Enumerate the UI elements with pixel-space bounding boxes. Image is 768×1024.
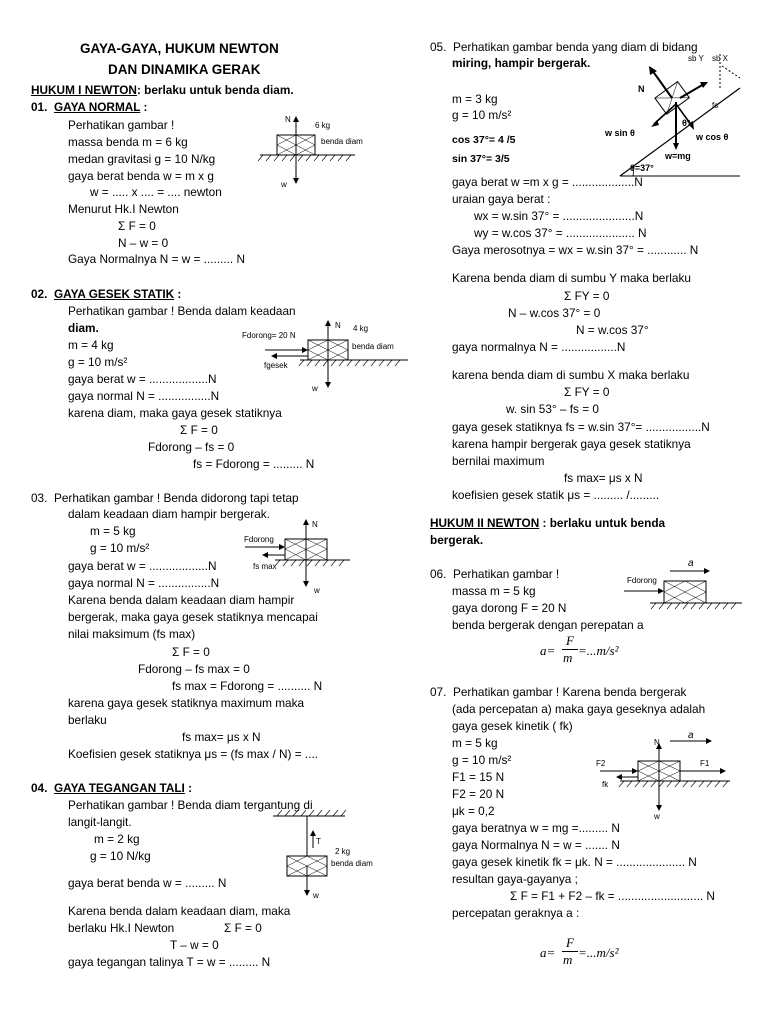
fig-label: a — [688, 558, 694, 569]
inclined-plane-diagram — [600, 48, 750, 180]
text-line: berlaku — [68, 713, 107, 727]
text-line: Perhatikan gambar ! Benda diam tergantung di — [68, 798, 313, 812]
text-line: wy = w.cos 37° = ..................... N — [474, 226, 647, 240]
text-line: langit-langit. — [68, 815, 132, 829]
equation-line: Fdorong – fs max = 0 — [138, 662, 250, 676]
fig-label: w sin θ — [605, 128, 635, 138]
text-line: gaya berat benda w = m x g — [68, 169, 214, 183]
text-line: wx = w.sin 37° = ......................N — [474, 209, 644, 223]
fig-label: F1 — [700, 759, 710, 768]
text-line: Karena benda dalam keadaan diam hampir — [68, 593, 295, 607]
static-friction-diagram — [240, 318, 420, 398]
equation-line: Σ F = F1 + F2 – fk = .......................... N — [510, 889, 715, 903]
equation-line: Σ FY = 0 — [564, 289, 610, 303]
text-line: m = 2 kg — [94, 832, 140, 846]
title-line-2: DAN DINAMIKA GERAK — [108, 62, 261, 77]
fig-label: N — [335, 321, 341, 330]
equation-line: fs max= μs x N — [564, 471, 643, 485]
text-line: gaya normalnya N = .................N — [452, 340, 626, 354]
fig-label: fgesek — [264, 361, 288, 370]
hukum-1-heading: HUKUM I NEWTON: berlaku untuk benda diam. — [31, 83, 294, 97]
fig-label: fs — [712, 101, 719, 110]
fig-label: 4 kg — [353, 324, 369, 333]
text-line: g = 10 m/s² — [452, 753, 512, 767]
text-line: Menurut Hk.I Newton — [68, 202, 179, 216]
fig-label: benda diam — [321, 137, 363, 146]
text-line: resultan gaya-gayanya ; — [452, 872, 578, 886]
text-line: gaya beratnya w = mg =......... N — [452, 821, 620, 835]
equation-line: Fdorong – fs = 0 — [148, 440, 235, 454]
text-line: gaya berat w = ..................N — [68, 372, 217, 386]
text-line: nilai maksimum (fs max) — [68, 627, 196, 641]
equation-line: N – w.cos 37° = 0 — [508, 306, 601, 320]
text-line: g = 10 m/s² — [452, 108, 512, 122]
text-line: gaya Normalnya N = w = ....... N — [452, 838, 620, 852]
text-line: dalam keadaan diam hampir bergerak. — [68, 507, 270, 521]
text-line: gaya normal N = ................N — [68, 389, 220, 403]
text-line: w = ..... x .... = .... newton — [90, 185, 222, 199]
text-line: bergerak, maka gaya gesek statiknya mencapai — [68, 610, 318, 624]
text-line: koefisien gesek statik μs = ......... /......... — [452, 488, 660, 502]
equation-line: Σ F = 0 — [172, 645, 210, 659]
text-line: (ada percepatan a) maka gaya geseknya adalah — [452, 702, 706, 716]
fig-label: fk — [602, 780, 609, 789]
equation-line: N = w.cos 37° — [576, 323, 649, 337]
text-line: gaya normal N = ................N — [68, 576, 220, 590]
text-line: massa benda m = 6 kg — [68, 135, 188, 149]
equation-line: N – w = 0 — [118, 236, 169, 250]
text-line: Karena benda diam di sumbu Y maka berlaku — [452, 271, 691, 285]
text-line: berlaku Hk.I Newton — [68, 921, 175, 935]
fig-label: N — [285, 115, 291, 124]
text-line: m = 5 kg — [90, 524, 136, 538]
equation-line: Σ FY = 0 — [564, 385, 610, 399]
fig-label: benda diam — [352, 342, 394, 351]
fig-label: w — [654, 812, 660, 821]
text-line: karena benda diam di sumbu X maka berlaku — [452, 368, 690, 382]
fig-label: benda diam — [331, 859, 373, 868]
fig-label: F2 — [596, 759, 606, 768]
text-line: gaya dorong F = 20 N — [452, 601, 567, 615]
text-line: miring, hampir bergerak. — [452, 56, 591, 70]
text-line: sin 37°= 3/5 — [452, 153, 510, 165]
fig-label: Fdorong= 20 N — [242, 331, 296, 340]
text-line: diam. — [68, 321, 99, 335]
section-07-heading: 07. Perhatikan gambar ! Karena benda bergerak — [430, 685, 687, 699]
text-line: Perhatikan gambar ! — [68, 118, 175, 132]
fig-label: w — [312, 384, 318, 393]
text-line: gaya berat w = ..................N — [68, 559, 217, 573]
text-line: gaya berat w =m x g = ...................N — [452, 175, 643, 189]
fig-label: 6 kg — [315, 121, 331, 130]
text-line: Gaya Normalnya N = w = ......... N — [68, 252, 246, 266]
equation-line: fs = Fdorong = ......... N — [193, 457, 315, 471]
text-line: karena gaya gesek statiknya maximum maka — [68, 696, 305, 710]
text-line: Perhatikan gambar ! Benda dalam keadaan — [68, 304, 296, 318]
text-line: Koefisien gesek statiknya μs = (fs max / N) = .... — [68, 747, 319, 761]
section-06-heading: 06. Perhatikan gambar ! — [430, 567, 560, 581]
fig-label: sb Y — [688, 54, 704, 63]
text-line: massa m = 5 kg — [452, 584, 536, 598]
text-line: m = 3 kg — [452, 92, 498, 106]
section-02-heading: 02. GAYA GESEK STATIK : — [31, 287, 182, 301]
text-line: percepatan geraknya a : — [452, 906, 580, 920]
text-line: gaya berat benda w = ......... N — [68, 876, 227, 890]
push-force-diagram — [620, 555, 750, 610]
text-line: g = 10 N/kg — [90, 849, 151, 863]
fig-label: N — [638, 84, 645, 94]
equation-line: Σ F = 0 — [180, 423, 218, 437]
normal-force-diagram — [255, 110, 385, 200]
fig-label: sb X — [712, 54, 729, 63]
text-line: g = 10 m/s² — [90, 541, 150, 555]
text-line: m = 5 kg — [452, 736, 498, 750]
text-line: Karena benda dalam keadaan diam, maka — [68, 904, 291, 918]
hukum-2-heading-cont: bergerak. — [430, 533, 484, 547]
fig-label: w — [314, 586, 320, 595]
text-line: uraian gaya berat : — [452, 192, 551, 206]
equation-line: fs max = Fdorong = .......... N — [172, 679, 323, 693]
fig-label: fs max — [253, 562, 277, 571]
text-line: F2 = 20 N — [452, 787, 505, 801]
fig-label: w=mg — [665, 151, 691, 161]
section-03-heading: 03. Perhatikan gambar ! Benda didorong tapi tetap — [31, 491, 299, 505]
fig-label: w — [281, 180, 287, 189]
fig-label: w cos θ — [696, 132, 729, 142]
fig-label: N — [654, 738, 660, 747]
section-05-heading: 05. Perhatikan gambar benda yang diam di bidang — [430, 40, 698, 54]
text-line: karena diam, maka gaya gesek statiknya — [68, 406, 282, 420]
tension-diagram — [265, 808, 395, 903]
equation-line: Σ F = 0 — [224, 921, 262, 935]
section-01-heading: 01. GAYA NORMAL : — [31, 100, 148, 114]
max-static-friction-diagram — [240, 515, 360, 600]
text-line: bernilai maximum — [452, 454, 545, 468]
text-line: m = 4 kg — [68, 338, 114, 352]
fig-label: w — [313, 891, 319, 900]
worksheet-page: GAYA-GAYA, HUKUM NEWTON DAN DINAMIKA GERAK HUKUM I NEWTON: berlaku untuk benda diam. 01. GAYA NORMAL : Perhatikan gambar ! massa benda m = 6 kg medan gravitasi g = 10 N/kg gaya berat benda w = m x g w = ..... x .... = .... newton Menurut Hk.I Newton Σ F = 0 N – w = 0 Gaya Normalnya N = w = ......... N N 6 kg benda diam w 02. GAYA GESEK STATIK : Perhatikan gambar ! Benda dalam keadaan diam. m = 4 kg g = 10 m/s² gaya berat w = ..................N gaya normal N = ................N karena diam, maka gaya gesek statiknya Σ F = 0 Fdorong – fs = 0 fs = Fdorong = ......... N Fdorong= 20 N N 4 kg benda diam fgesek w 03. Perhatikan gambar ! Benda didorong tapi tetap dalam keadaan diam hampir bergerak. m = 5 kg g = 10 m/s² gaya berat w = ..................N gaya normal N = ................N Karena benda dalam keadaan diam hampir bergerak, maka gaya gesek statiknya mencapai nilai maksimum (fs max) Σ F = 0 Fdorong – fs max = 0 fs max = Fdorong = .......... N karena gaya gesek statiknya maximum maka berlaku fs max= μs x N Koefisien gesek statiknya μs = (fs max / N) = .... Fdorong N fs max w 04. GAYA TEGANGAN TALI : Perhatikan gambar ! Benda diam tergantung di langit-langit. m = 2 kg g = 10 N/kg gaya berat benda w = ......... N Karena benda dalam keadaan diam, maka berlaku Hk.I Newton Σ F = 0 T – w = 0 gaya tegangan talinya T = w = ......... N T 2 kg benda diam w 05. Perhatikan gambar benda yang diam di bidang miring, hampir bergerak. m = 3 kg g = 10 m/s² cos 37°= 4 /5 sin 37°= 3/5 gaya berat w =m x g = ...................N uraian gaya berat : wx = w.sin 37° = ......................N wy = w.cos 37° = ..................... N Gaya merosotnya = wx = w.sin 37° = ............ N Karena benda diam di sumbu Y maka berlaku Σ FY = 0 N – w.cos 37° = 0 N = w.cos 37° gaya normalnya N = .................N karena benda diam di sumbu X maka berlaku Σ FY = 0 w. sin 53° – fs = 0 gaya gesek statiknya fs = w.sin 37°= .................N karena hampir bergerak gaya gesek statiknya bernilai maximum fs max= μs x N koefisien gesek statik μs = ......... /......... sb Y sb X N fs θ° w sin θ w cos θ w=mg θ=37° HUKUM II NEWTON : berlaku untuk benda bergerak. 06. Perhatikan gambar ! massa m = 5 kg gaya dorong F = 20 N benda bergerak dengan perepatan a a= F m =...m/s² a Fdorong 07. Perhatikan gambar ! Karena benda bergerak (ada percepatan a) maka gaya geseknya adalah gaya gesek kinetik ( fk) m = 5 kg g = 10 m/s² F1 = 15 N F2 = 20 N μk = 0,2 gaya beratnya w = mg =......... N gaya Normalnya N = w = ....... N gaya gesek kinetik fk = μk. N = ..................... N resultan gaya-gayanya ; Σ F = F1 + F2 – fk = .......................... N percepatan geraknya a : a= F m =...m/s² N a F2 F1 fk w — [0, 0, 768, 1024]
equation-line: Σ F = 0 — [118, 219, 156, 233]
equation-line: T – w = 0 — [170, 938, 219, 952]
title-line-1: GAYA-GAYA, HUKUM NEWTON — [80, 41, 279, 56]
fig-label: θ° — [682, 118, 691, 128]
hukum-2-heading: HUKUM II NEWTON : berlaku untuk benda — [430, 516, 666, 530]
section-04-heading: 04. GAYA TEGANGAN TALI : — [31, 781, 193, 795]
text-line: Gaya merosotnya = wx = w.sin 37° = ............ N — [452, 243, 699, 257]
fig-label: Fdorong — [244, 535, 274, 544]
text-line: gaya tegangan talinya T = w = ......... N — [68, 955, 271, 969]
text-line: g = 10 m/s² — [68, 355, 128, 369]
fig-label: Fdorong — [627, 576, 657, 585]
text-line: F1 = 15 N — [452, 770, 505, 784]
fig-label: 2 kg — [335, 847, 351, 856]
text-line: karena hampir bergerak gaya gesek statiknya — [452, 437, 691, 451]
fig-label: N — [312, 520, 318, 529]
text-line: gaya gesek kinetik fk = μk. N = ..................... N — [452, 855, 697, 869]
text-line: medan gravitasi g = 10 N/kg — [68, 152, 216, 166]
fig-label: θ=37° — [630, 163, 654, 173]
text-line: gaya gesek kinetik ( fk) — [452, 719, 573, 733]
kinetic-friction-diagram — [590, 730, 740, 823]
text-line: cos 37°= 4 /5 — [452, 134, 516, 146]
equation-line: fs max= μs x N — [182, 730, 261, 744]
fig-label: a — [688, 730, 694, 741]
text-line: gaya gesek statiknya fs = w.sin 37°= .................N — [452, 420, 710, 434]
equation-line: w. sin 53° – fs = 0 — [506, 402, 599, 416]
text-line: benda bergerak dengan perepatan a — [452, 618, 644, 632]
text-line: μk = 0,2 — [452, 804, 495, 818]
fig-label: T — [316, 837, 321, 846]
